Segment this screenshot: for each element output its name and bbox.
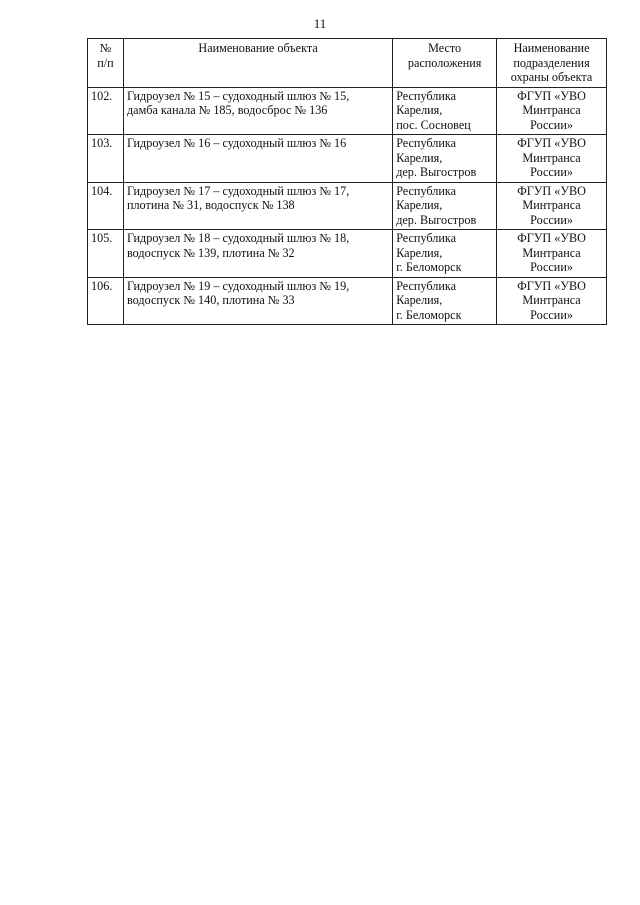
location-line: Карелия, (396, 245, 443, 260)
object-name-line: Гидроузел № 17 – судоходный шлюз № 17, (126, 183, 350, 198)
row-object-name (123, 277, 392, 325)
row-object-name (123, 135, 392, 183)
location-line: г. Беломорск (396, 307, 462, 322)
row-number: 104. (88, 182, 124, 230)
object-name-line: Гидроузел № 18 – судоходный шлюз № 18, (126, 231, 350, 245)
table-row (88, 135, 607, 183)
location-line: Карелия, (396, 103, 443, 117)
row-location (393, 277, 497, 325)
guard-line: Минтранса (522, 293, 581, 307)
object-name-line: плотина № 31, водоспуск № 138 (126, 198, 295, 212)
location-line: Республика (396, 136, 457, 150)
facilities-table (87, 38, 607, 325)
row-guard-unit (497, 277, 607, 325)
guard-line: ФГУП «УВО (517, 231, 586, 245)
table-header-row (88, 39, 607, 88)
row-guard-unit (497, 182, 607, 230)
row-object-name (123, 182, 392, 230)
object-name-line: Гидроузел № 15 – судоходный шлюз № 15, (126, 88, 350, 103)
header-guard-line: подразделения (513, 55, 590, 70)
guard-line: ФГУП «УВО (517, 183, 586, 198)
table-row (88, 230, 607, 278)
row-guard-unit (497, 135, 607, 183)
guard-line: Минтранса (522, 103, 581, 117)
table-row (88, 182, 607, 230)
row-object-name (123, 87, 392, 135)
object-name-line: Гидроузел № 19 – судоходный шлюз № 19, (126, 278, 350, 293)
location-line: дер. Выгостров (396, 212, 477, 227)
location-line: дер. Выгостров (396, 165, 477, 179)
table-row (88, 87, 607, 135)
guard-line: Минтранса (522, 150, 581, 165)
location-line: Республика (396, 183, 457, 198)
guard-line: ФГУП «УВО (517, 136, 586, 150)
row-object-name (123, 230, 392, 278)
row-guard-unit (497, 230, 607, 278)
guard-line: Минтранса (522, 245, 581, 260)
row-number: 105. (88, 230, 124, 278)
header-location (393, 39, 497, 88)
location-line: Карелия, (396, 198, 443, 212)
guard-line: России» (530, 307, 573, 322)
row-number: 106. (88, 277, 124, 325)
row-number: 103. (88, 135, 124, 183)
header-object-name: Наименование объекта (123, 39, 392, 88)
header-number (88, 39, 124, 88)
header-guard-line: охраны объекта (510, 70, 593, 84)
location-line: г. Беломорск (396, 260, 462, 274)
guard-line: Минтранса (522, 198, 581, 212)
guard-line: России» (530, 212, 573, 227)
location-line: пос. Сосновец (396, 117, 471, 132)
location-line: Республика (396, 231, 457, 245)
location-line: Республика (396, 88, 457, 103)
row-location (393, 135, 497, 183)
row-guard-unit (497, 87, 607, 135)
location-line: Карелия, (396, 293, 443, 307)
header-location-line: расположения (407, 55, 482, 70)
header-guard-line: Наименование (513, 41, 590, 55)
header-guard-unit (497, 39, 607, 88)
guard-line: ФГУП «УВО (517, 88, 586, 103)
table-row (88, 277, 607, 325)
object-name-line: Гидроузел № 16 – судоходный шлюз № 16 (126, 136, 347, 150)
object-name-line: водоспуск № 139, плотина № 32 (126, 245, 295, 260)
guard-line: ФГУП «УВО (517, 278, 586, 293)
object-name-line: дамба канала № 185, водосброс № 136 (126, 103, 328, 117)
location-line: Карелия, (396, 150, 443, 165)
header-location-line: Место (428, 41, 462, 55)
header-number-line: п/п (97, 55, 114, 70)
object-name-line: водоспуск № 140, плотина № 33 (126, 293, 295, 307)
guard-line: России» (530, 165, 573, 179)
row-location (393, 230, 497, 278)
page-number: 11 (313, 16, 327, 31)
row-location (393, 182, 497, 230)
location-line: Республика (396, 278, 457, 293)
guard-line: России» (530, 260, 573, 274)
row-location (393, 87, 497, 135)
guard-line: России» (530, 117, 573, 132)
header-number-line: № (99, 41, 112, 55)
row-number: 102. (88, 87, 124, 135)
